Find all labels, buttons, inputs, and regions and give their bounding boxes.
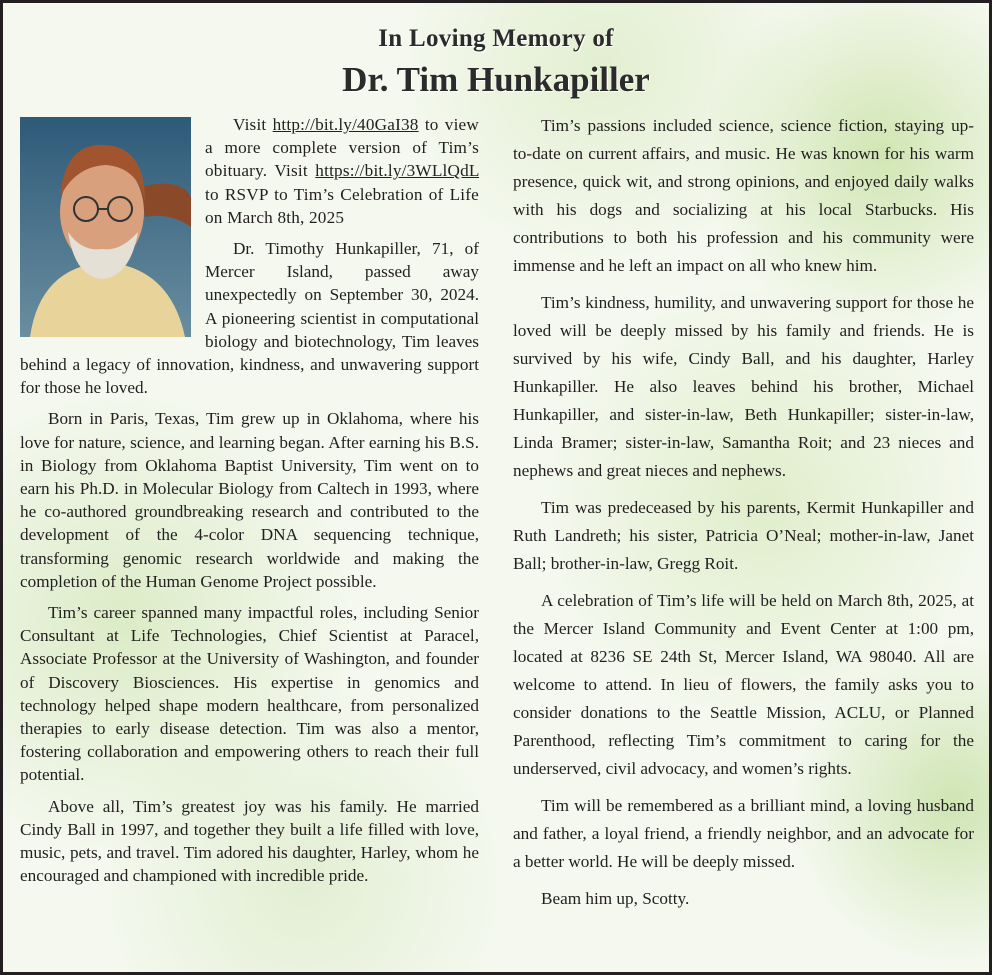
intro-text: Visit: [233, 115, 273, 134]
paragraph-remembered: Tim will be remembered as a brilliant mind, a loving husband and father, a loyal friend, a friendly neighbor, and an advocate for a better world. He will be deeply missed.: [513, 796, 974, 871]
obituary-link[interactable]: http://bit.ly/40GaI38: [272, 115, 419, 134]
paragraph-early-life: Born in Paris, Texas, Tim grew up in Oklahoma, where his love for nature, science, and learning began. After earning his B.S. in Biology from Oklahoma Baptist University, Tim went on to earn his Ph.D. in Molecular Biology from Caltech in 1993, where he co-authored groundbreaking research and contributed to the development of the 4-color DNA sequencing technique, transforming genomic research worldwide and making the completion of the Human Genome Project possible.: [20, 409, 479, 591]
paragraph-closing: Beam him up, Scotty.: [541, 889, 690, 908]
portrait-photo: [20, 117, 191, 337]
left-column: [20, 113, 479, 888]
intro-text: to view a more complete version of Tim’s obituary. Visit: [205, 115, 479, 181]
paragraph-survivors: Tim’s kindness, humility, and unwavering support for those he loved will be deeply missed by his family and friends. He is survived by his wife, Cindy Ball, and his daughter, Harley Hunkapiller. He also leaves behind his brother, Michael Hunkapiller, and sister-in-law, Beth Hunkapiller; sister-in-law, Linda Bramer; sister-in-law, Samantha Roit; and 23 nieces and nephews and great nieces and nephews.: [513, 293, 974, 480]
paragraph-biography: Dr. Timothy Hunkapiller, 71, of Mercer Island, passed away unexpectedly on September 30, 2024. A pioneering scientist in computational biology and biotechnology, Tim leaves behind a legacy of innovation, kindness, and unwavering support for those he loved.: [20, 239, 479, 398]
paragraph-celebration: A celebration of Tim’s life will be held on March 8th, 2025, at the Mercer Island Community and Event Center at 1:00 pm, located at 8236 SE 24th St, Mercer Island, WA 98040. All are welcome to attend. In lieu of flowers, the family asks you to consider donations to the Seattle Mission, ACLU, or Planned Parenthood, reflecting Tim’s commitment to caring for the underserved, civil advocacy, and women’s rights.: [513, 591, 974, 778]
paragraph-family: Above all, Tim’s greatest joy was his family. He married Cindy Ball in 1997, and together they built a life filled with love, music, pets, and travel. Tim adored his daughter, Harley, whom he encouraged and championed with incredible pride.: [20, 796, 479, 886]
paragraph-predeceased: Tim was predeceased by his parents, Kermit Hunkapiller and Ruth Landreth; his sister, Patricia O’Neal; mother-in-law, Janet Ball; brother-in-law, Gregg Roit.: [513, 498, 974, 573]
rsvp-link[interactable]: https://bit.ly/3WLlQdL: [315, 161, 479, 181]
intro-text: to RSVP to Tim’s Celebration of Life on March 8th, 2025: [205, 184, 479, 227]
paragraph-career: Tim’s career spanned many impactful roles, including Senior Consultant at Life Technologies, Chief Scientist at Paracel, Associate Professor at the University of Washington, and founder of Discovery Biosciences. His expertise in genomics and technology helped shape modern healthcare, from personalized therapies to early disease detection. Tim was also a mentor, fostering collaboration and empowering others to reach their full potential.: [20, 603, 479, 785]
paragraph-passions: Tim’s passions included science, science fiction, staying up-to-date on current affairs, and music. He was known for his warm presence, quick wit, and strong opinions, and enjoyed daily walks with his dogs and socializing at his local Starbucks. His contributions to both his profession and his community were immense and he left an impact on all who knew him.: [513, 116, 974, 275]
heading-in-loving-memory: In Loving Memory of: [378, 25, 614, 52]
deceased-name-title: Dr. Tim Hunkapiller: [342, 60, 650, 99]
right-column: [513, 112, 974, 913]
